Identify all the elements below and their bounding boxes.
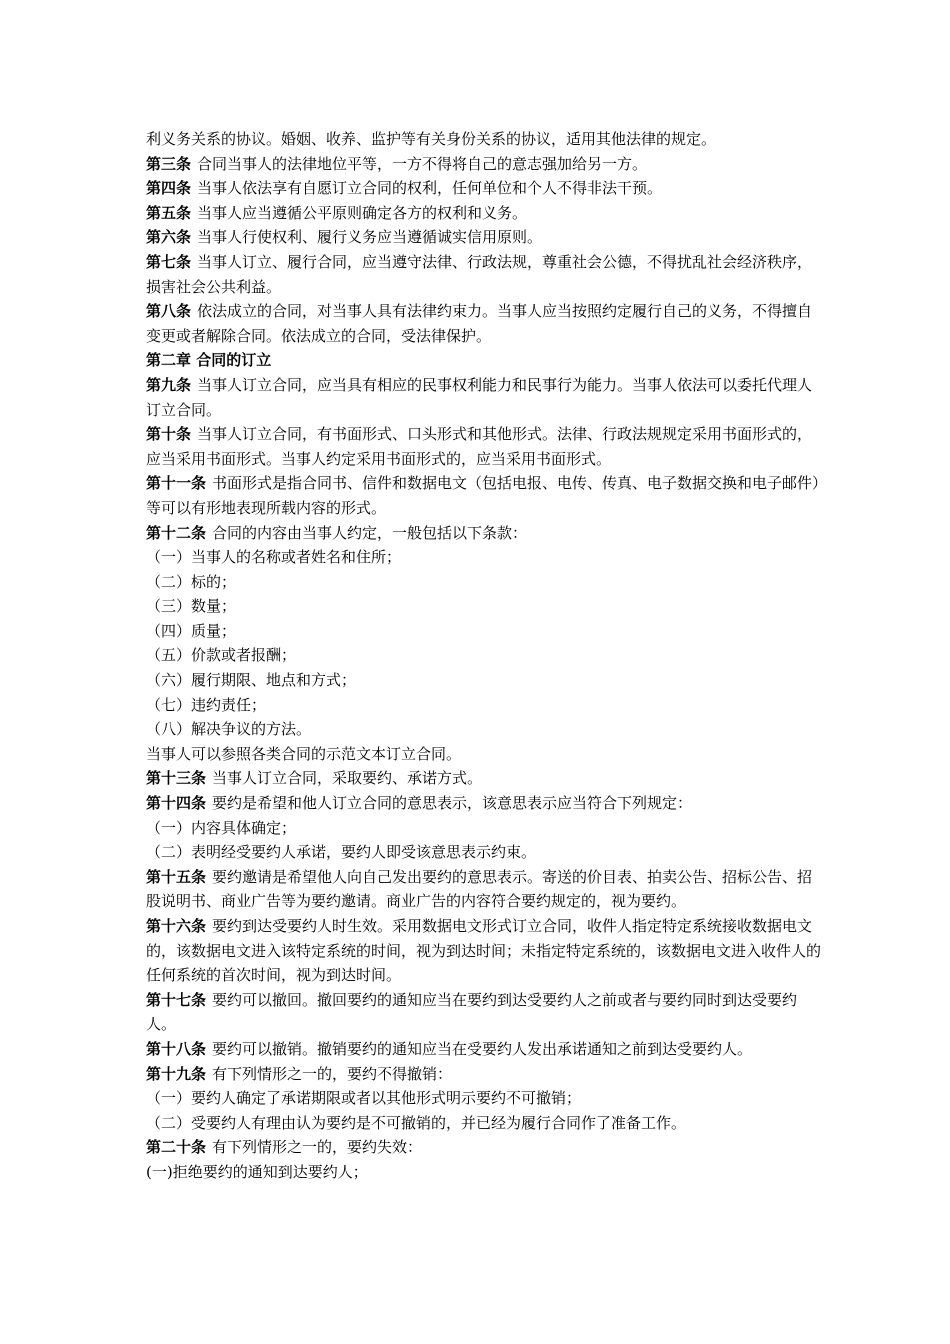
paragraph-text: （七）违约责任； bbox=[146, 695, 267, 714]
text-paragraph bbox=[146, 643, 826, 668]
paragraph-text: 合同的内容由当事人约定，一般包括以下条款： bbox=[212, 523, 528, 542]
article-label: 第十八条 bbox=[146, 1039, 207, 1058]
paragraph-text: （二）受要约人有理由认为要约是不可撤销的，并已经为履行合同作了准备工作。 bbox=[146, 1113, 687, 1132]
article-label: 第七条 bbox=[146, 252, 192, 271]
paragraph-text: (一)拒绝要约的通知到达要约人； bbox=[146, 1162, 368, 1181]
paragraph-text: （一）当事人的名称或者姓名和住所； bbox=[146, 548, 402, 567]
text-paragraph bbox=[146, 816, 826, 841]
article-paragraph bbox=[146, 914, 826, 988]
article-label: 第十二条 bbox=[146, 523, 207, 542]
paragraph-text: 依法成立的合同，对当事人具有法律约束力。当事人应当按照约定履行自己的义务，不得擅自变更或者解除合同。依法成立的合同，受法律保护。 bbox=[146, 302, 813, 345]
text-paragraph bbox=[146, 693, 826, 718]
text-paragraph bbox=[146, 570, 826, 595]
paragraph-text: （二）标的； bbox=[146, 572, 237, 591]
paragraph-text: 当事人行使权利、履行义务应当遵循诚实信用原则。 bbox=[197, 228, 543, 247]
article-paragraph bbox=[146, 865, 826, 914]
text-paragraph bbox=[146, 668, 826, 693]
paragraph-text: 当事人订立合同，应当具有相应的民事权利能力和民事行为能力。当事人依法可以委托代理人订立合同。 bbox=[146, 375, 813, 419]
article-paragraph bbox=[146, 521, 826, 546]
text-paragraph bbox=[146, 127, 826, 152]
paragraph-text: 当事人订立合同，采取要约、承诺方式。 bbox=[212, 769, 483, 788]
paragraph-text: （八）解决争议的方法。 bbox=[146, 720, 312, 739]
article-label: 第十三条 bbox=[146, 769, 207, 788]
text-paragraph bbox=[146, 545, 826, 570]
article-paragraph bbox=[146, 201, 826, 226]
article-paragraph bbox=[146, 988, 826, 1037]
paragraph-text: （一）要约人确定了承诺期限或者以其他形式明示要约不可撤销； bbox=[146, 1089, 582, 1108]
text-paragraph bbox=[146, 1086, 826, 1111]
paragraph-text: 要约是希望和他人订立合同的意思表示，该意思表示应当符合下列规定： bbox=[212, 794, 693, 813]
paragraph-text: （三）数量； bbox=[146, 597, 237, 616]
text-paragraph bbox=[146, 1111, 826, 1136]
article-paragraph bbox=[146, 225, 826, 250]
article-paragraph bbox=[146, 250, 826, 299]
chapter-heading-text: 第二章 合同的订立 bbox=[146, 351, 272, 370]
article-label: 第十五条 bbox=[146, 867, 207, 886]
article-paragraph bbox=[146, 152, 826, 177]
paragraph-text: （一）内容具体确定； bbox=[146, 818, 297, 837]
text-paragraph bbox=[146, 594, 826, 619]
article-label: 第十六条 bbox=[146, 917, 207, 935]
paragraph-text: （五）价款或者报酬； bbox=[146, 646, 297, 665]
paragraph-text: 要约可以撤回。撤回要约的通知应当在要约到达受要约人之前或者与要约同时到达受要约人。 bbox=[146, 990, 798, 1034]
article-paragraph bbox=[146, 471, 826, 520]
article-label: 第三条 bbox=[146, 154, 192, 173]
article-label: 第十条 bbox=[146, 425, 192, 444]
text-paragraph bbox=[146, 1160, 826, 1185]
paragraph-text: 当事人订立、履行合同，应当遵守法律、行政法规，尊重社会公德，不得扰乱社会经济秩序，损害社会公共利益。 bbox=[146, 252, 813, 296]
article-label: 第五条 bbox=[146, 203, 192, 222]
article-label: 第六条 bbox=[146, 228, 192, 247]
article-paragraph bbox=[146, 791, 826, 816]
article-paragraph bbox=[146, 766, 826, 791]
paragraph-text: 当事人订立合同，有书面形式、口头形式和其他形式。法律、行政法规规定采用书面形式的，应当采用书面形式。当事人约定采用书面形式的，应当采用书面形式。 bbox=[146, 425, 813, 468]
article-label: 第十九条 bbox=[146, 1064, 207, 1083]
paragraph-text: 利义务关系的协议。婚姻、收养、监护等有关身份关系的协议，适用其他法律的规定。 bbox=[146, 130, 717, 148]
article-paragraph bbox=[146, 299, 826, 348]
article-label: 第十七条 bbox=[146, 990, 207, 1009]
paragraph-text: （二）表明经受要约人承诺，要约人即受该意思表示约束。 bbox=[146, 843, 537, 862]
document-body bbox=[146, 127, 826, 1185]
paragraph-text: 合同当事人的法律地位平等，一方不得将自己的意志强加给另一方。 bbox=[197, 154, 648, 173]
text-paragraph bbox=[146, 717, 826, 742]
article-label: 第八条 bbox=[146, 302, 192, 321]
paragraph-text: 要约邀请是希望他人向自己发出要约的意思表示。寄送的价目表、拍卖公告、招标公告、招股说明书、商业广告等为要约邀请。商业广告的内容符合要约规定的，视为要约。 bbox=[146, 867, 813, 911]
article-paragraph bbox=[146, 1037, 826, 1062]
paragraph-text: （四）质量； bbox=[146, 621, 237, 640]
chapter-heading bbox=[146, 348, 826, 373]
paragraph-text: 要约可以撤销。撤销要约的通知应当在受要约人发出承诺通知之前到达受要约人。 bbox=[212, 1039, 753, 1058]
article-label: 第十一条 bbox=[146, 474, 207, 493]
paragraph-text: 书面形式是指合同书、信件和数据电文（包括电报、电传、传真、电子数据交换和电子邮件）等可以有形地表现所载内容的形式。 bbox=[146, 474, 820, 517]
paragraph-text: 有下列情形之一的，要约不得撤销： bbox=[212, 1064, 453, 1083]
article-paragraph bbox=[146, 1062, 826, 1087]
text-paragraph bbox=[146, 742, 826, 767]
text-paragraph bbox=[146, 840, 826, 865]
article-label: 第四条 bbox=[146, 179, 192, 198]
article-paragraph bbox=[146, 422, 826, 471]
paragraph-text: 有下列情形之一的，要约失效： bbox=[212, 1138, 423, 1157]
article-label: 第九条 bbox=[146, 375, 192, 394]
article-label: 第二十条 bbox=[146, 1138, 207, 1157]
article-paragraph bbox=[146, 1135, 826, 1160]
paragraph-text: 当事人应当遵循公平原则确定各方的权利和义务。 bbox=[197, 203, 528, 222]
paragraph-text: 要约到达受要约人时生效。采用数据电文形式订立合同，收件人指定特定系统接收数据电文的，该数据电文进入该特定系统的时间，视为到达时间；未指定特定系统的，该数据电文进入收件人的任何系统的首次时间，视为到达时间。 bbox=[146, 917, 822, 985]
article-label: 第十四条 bbox=[146, 794, 207, 813]
article-paragraph bbox=[146, 373, 826, 422]
paragraph-text: 当事人依法享有自愿订立合同的权利，任何单位和个人不得非法干预。 bbox=[197, 179, 663, 198]
paragraph-text: （六）履行期限、地点和方式； bbox=[146, 671, 357, 690]
paragraph-text: 当事人可以参照各类合同的示范文本订立合同。 bbox=[146, 744, 462, 763]
text-paragraph bbox=[146, 619, 826, 644]
article-paragraph bbox=[146, 176, 826, 201]
